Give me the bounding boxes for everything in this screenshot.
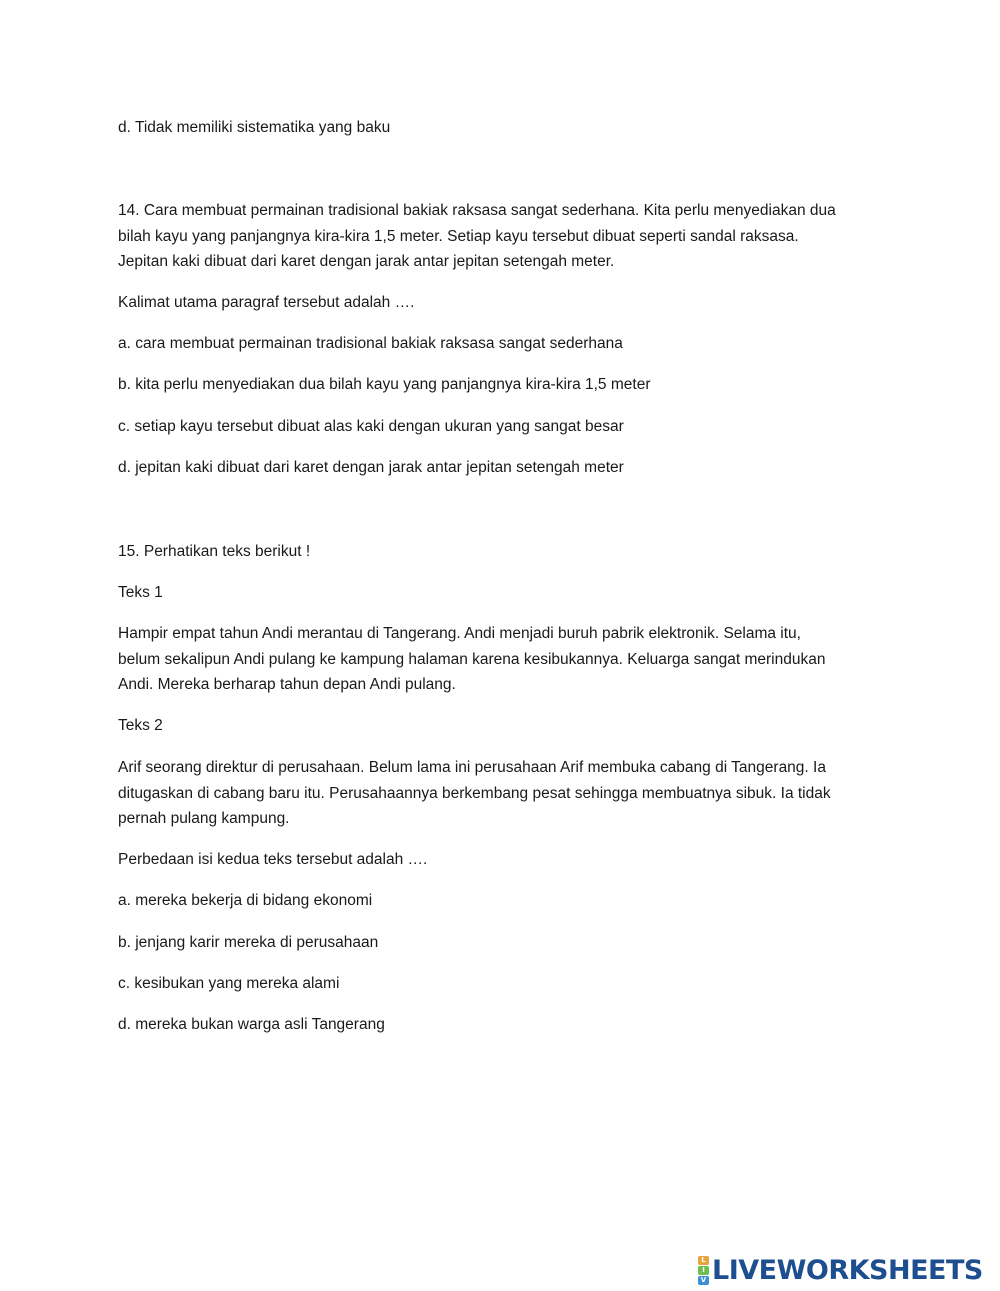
- q15-option-d: d. mereka bukan warga asli Tangerang: [118, 1016, 385, 1033]
- q15-text2: [118, 755, 898, 832]
- q15-intro: 15. Perhatikan teks berikut !: [118, 543, 311, 560]
- q14-passage-line: 14. Cara membuat permainan tradisional bakiak raksasa sangat sederhana. Kita perlu menyediakan dua: [118, 202, 836, 219]
- q15-question: Perbedaan isi kedua teks tersebut adalah ….: [118, 851, 428, 868]
- q14-passage: [118, 198, 898, 275]
- q14-option-a: a. cara membuat permainan tradisional bakiak raksasa sangat sederhana: [118, 335, 623, 352]
- q15-option-b: b. jenjang karir mereka di perusahaan: [118, 934, 379, 951]
- q14-passage-line: Jepitan kaki dibuat dari karet dengan jarak antar jepitan setengah meter.: [118, 253, 615, 270]
- q15-text1: [118, 621, 898, 698]
- logo-block: L: [698, 1256, 709, 1265]
- q14-option-b: b. kita perlu menyediakan dua bilah kayu yang panjangnya kira-kira 1,5 meter: [118, 376, 651, 393]
- q14-passage-line: bilah kayu yang panjangnya kira-kira 1,5 meter. Setiap kayu tersebut dibuat seperti sandal raksasa.: [118, 227, 799, 245]
- q13-option-d: d. Tidak memiliki sistematika yang baku: [118, 119, 391, 136]
- q15-text1-line: Hampir empat tahun Andi merantau di Tangerang. Andi menjadi buruh pabrik elektronik. Selama itu,: [118, 625, 801, 642]
- q15-text2-line: ditugaskan di cabang baru itu. Perusahaannya berkembang pesat sehingga membuatnya sibuk. Ia tidak: [118, 784, 831, 802]
- q15-text2-label: Teks 2: [118, 717, 163, 734]
- q15-text2-line: Arif seorang direktur di perusahaan. Belum lama ini perusahaan Arif membuka cabang di Tangerang. Ia: [118, 759, 826, 776]
- q15-text1-line: Andi. Mereka berharap tahun depan Andi pulang.: [118, 676, 456, 693]
- q14-option-d: d. jepitan kaki dibuat dari karet dengan jarak antar jepitan setengah meter: [118, 459, 624, 476]
- q15-option-a: a. mereka bekerja di bidang ekonomi: [118, 892, 373, 909]
- logo-text: LIVEWORKSHEETS: [712, 1254, 983, 1286]
- logo-block: V: [698, 1276, 709, 1285]
- q15-text1-line: belum sekalipun Andi pulang ke kampung halaman karena kesibukannya. Keluarga sangat merindukan: [118, 650, 826, 668]
- q15-text1-label: Teks 1: [118, 584, 163, 601]
- q14-option-c: c. setiap kayu tersebut dibuat alas kaki dengan ukuran yang sangat besar: [118, 418, 624, 435]
- q15-text2-line: pernah pulang kampung.: [118, 810, 290, 827]
- logo-blocks-icon: [698, 1256, 709, 1285]
- liveworksheets-logo: [698, 1252, 983, 1288]
- q15-option-c: c. kesibukan yang mereka alami: [118, 975, 340, 992]
- q14-question: Kalimat utama paragraf tersebut adalah ….: [118, 294, 415, 311]
- logo-block: I: [698, 1266, 709, 1275]
